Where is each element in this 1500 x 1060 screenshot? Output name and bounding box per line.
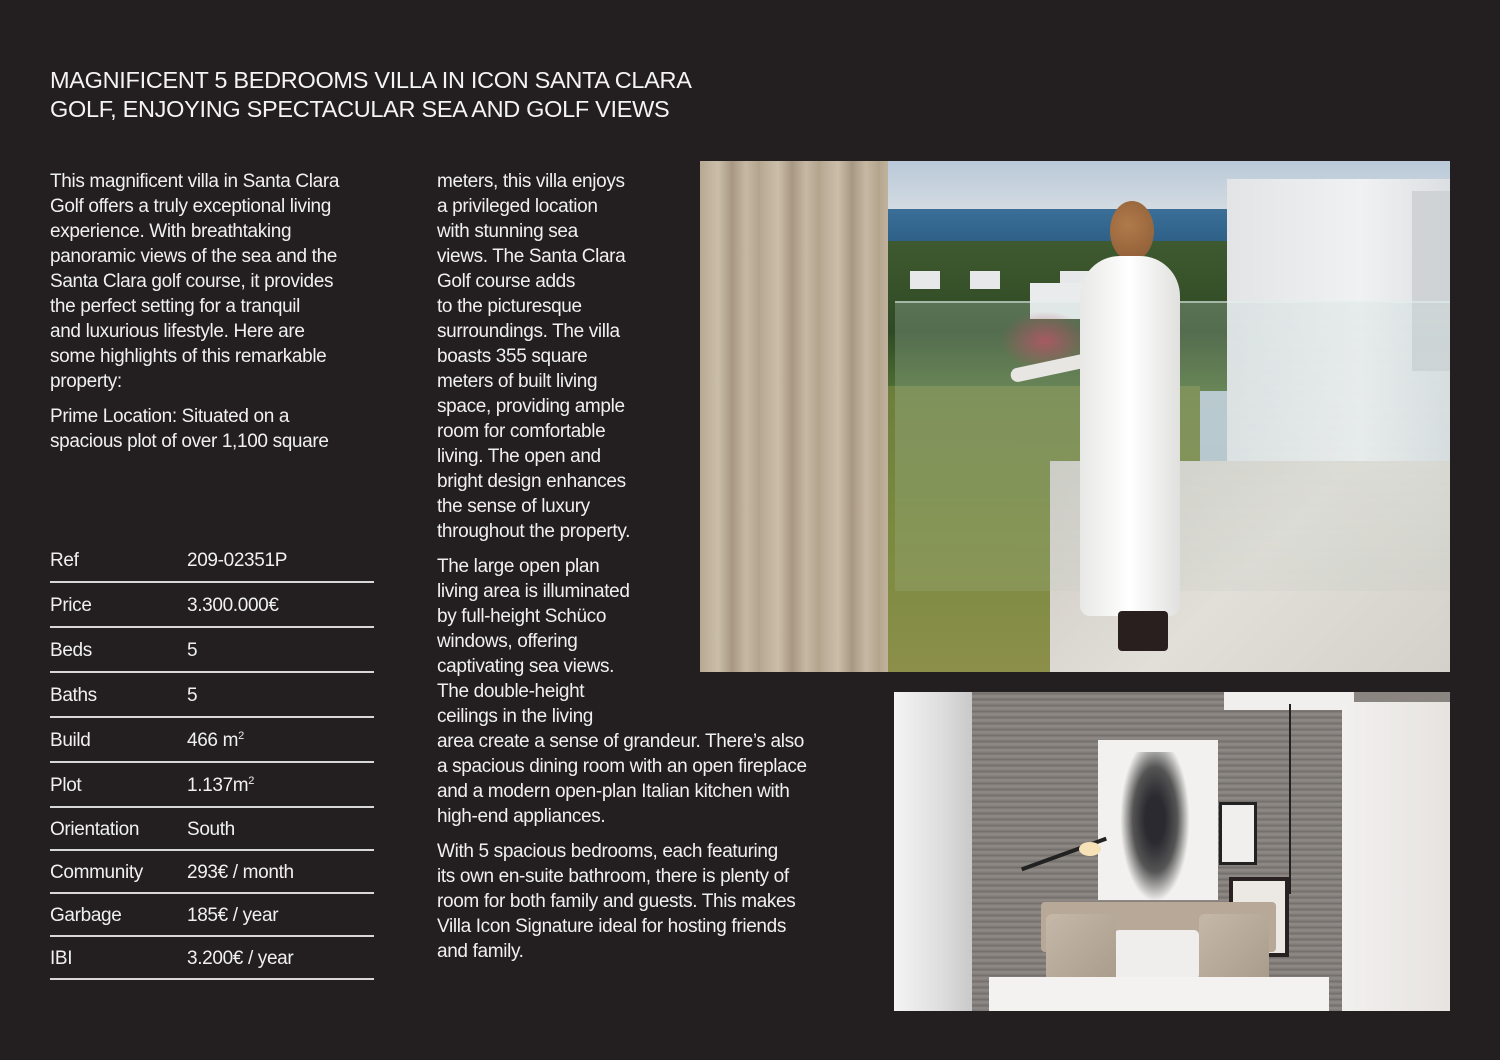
page-title [50,66,750,124]
beige-cushion-right [1199,914,1269,984]
location-paragraph-cont: meters, this villa enjoys a privileged location with stunning sea views. The Santa Clara Golf course adds to the picturesque surroundings. The villa boasts 355 square meters of built living space, providing ample room for comfortable living. The open and bright design enhances the sense of luxury throughout the property. [437,171,630,542]
fact-row-ibi [50,937,374,980]
fact-value: 185€ / year [187,904,279,926]
fact-label: Build [50,729,91,751]
bedroom-photo [894,692,1450,1011]
fact-label: Garbage [50,904,122,926]
fact-value-text: 1.137m [187,774,249,796]
fact-label: Orientation [50,818,140,840]
heels [1118,611,1168,651]
location-paragraph: Prime Location: Situated on a spacious plot of over 1,100 square [50,406,329,452]
fact-label: Baths [50,684,97,706]
window-curtain [894,692,972,1011]
balcony-photo [700,161,1450,672]
fact-label: Ref [50,549,79,571]
title-line: GOLF, ENJOYING SPECTACULAR SEA AND GOLF VIEWS [50,96,670,122]
fact-row-beds [50,628,374,673]
wall-lamp-shade [1079,842,1101,856]
fact-value [187,775,374,797]
wardrobe [1342,702,1450,1011]
bed-linen [989,977,1329,1011]
white-pillow [1114,930,1199,980]
fact-label: Price [50,594,92,616]
fact-value: 5 [187,684,198,706]
bedrooms-paragraph: With 5 spacious bedrooms, each featuring its own en-suite bathroom, there is plenty of room for both family and guests. This makes Villa Icon Signature ideal for hosting friends and family. [437,841,796,962]
fact-row-community [50,851,374,894]
fact-value [187,730,374,752]
fact-label: Plot [50,774,82,796]
woman-head [1110,201,1154,261]
fact-value: 3.200€ / year [187,947,294,969]
fact-value: South [187,818,235,840]
beige-cushion-left [1046,914,1116,986]
fact-label: Community [50,861,143,883]
fact-value: 293€ / month [187,861,294,883]
fact-label: Beds [50,639,92,661]
intro-paragraph: This magnificent villa in Santa Clara Golf offers a truly exceptional living experience. With breathtaking panoramic views of the sea and the Santa Clara golf course, it provides the perfect setting for a tranquil and luxurious lifestyle. Here are some highlights of this remarkable property: [50,171,340,392]
fact-row-orientation [50,808,374,851]
fact-value: 3.300.000€ [187,594,279,616]
fact-row-baths [50,673,374,718]
pendant-lamp [1289,704,1291,894]
superscript: 2 [248,774,255,787]
artwork-ink-figure [1120,752,1190,902]
sheer-curtain [700,161,888,672]
fact-value: 209-02351P [187,549,288,571]
fact-row-ref [50,538,374,583]
living-area-paragraph: The large open plan living area is illuminated by full-height Schüco windows, offering captivating sea views. The double-height ceilings in the living area create a sense of grandeur. There’s also a spacious dining room with an open fireplace and a modern open-plan Italian kitchen with high-end appliances. [437,556,807,827]
title-line: MAGNIFICENT 5 BEDROOMS VILLA IN ICON SANTA CLARA [50,67,692,93]
fact-row-build [50,718,374,763]
white-dress [1080,256,1180,616]
description-column-1 [50,169,390,464]
fact-row-plot [50,763,374,808]
fact-label: IBI [50,947,73,969]
superscript: 2 [238,729,244,742]
fact-row-price [50,583,374,628]
fact-row-garbage [50,894,374,937]
fact-value-text: 466 m [187,729,239,751]
fact-value: 5 [187,639,198,661]
framed-sketch [1219,802,1257,865]
property-facts-table [50,538,374,980]
